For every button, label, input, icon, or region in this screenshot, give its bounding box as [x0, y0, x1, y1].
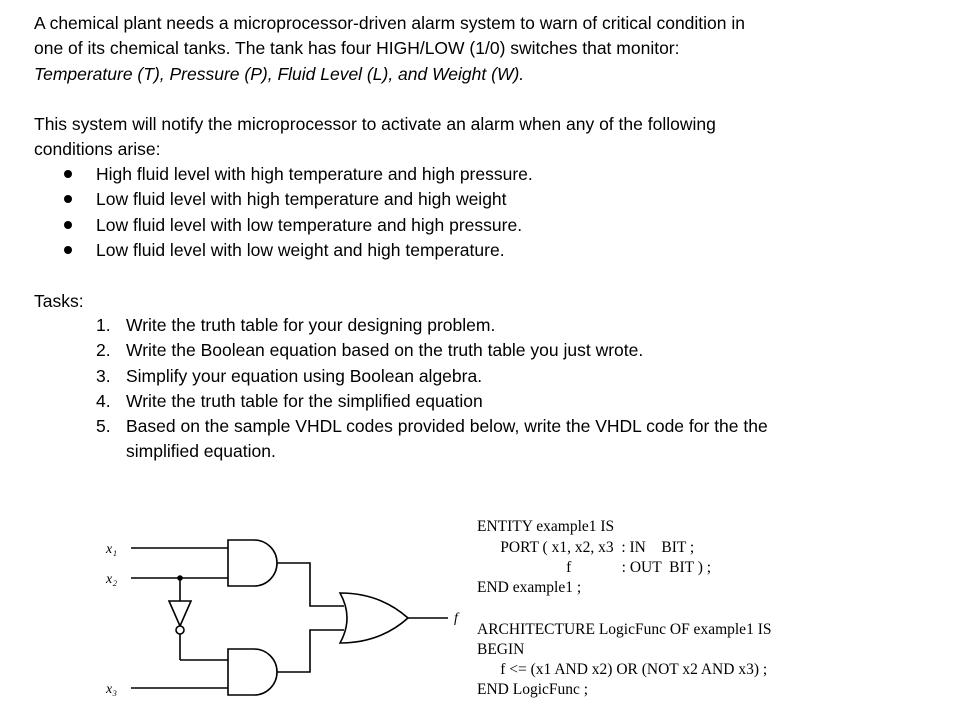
vhdl-line-1: ENTITY example1 IS [477, 518, 615, 535]
label-x3: x₃ [106, 682, 118, 697]
task-number: 5. [96, 416, 111, 437]
tasks-list [96, 313, 826, 465]
vhdl-line-8: END LogicFunc ; [477, 681, 589, 698]
vhdl-line-3: f : OUT BIT ) ; [477, 559, 712, 576]
notify-line-2: conditions arise: [34, 139, 161, 159]
condition-item [62, 162, 533, 187]
condition-text: High fluid level with high temperature and high pressure. [96, 164, 533, 184]
and-bottom-output-wire [277, 630, 344, 672]
condition-text: Low fluid level with low weight and high temperature. [96, 239, 505, 260]
condition-text: Low fluid level with low temperature and high pressure. [96, 214, 523, 235]
intro-line-2: one of its chemical tanks. The tank has four HIGH/LOW (1/0) switches that monitor: [34, 38, 680, 58]
task-number: 3. [96, 365, 111, 386]
task-item [96, 364, 826, 389]
junction-dot [177, 575, 183, 581]
and-gate-bottom [228, 649, 277, 695]
condition-item [62, 213, 533, 238]
condition-text: Low fluid level with high temperature and high weight [96, 189, 507, 210]
task-item [96, 414, 826, 465]
vhdl-line-6: BEGIN [477, 641, 525, 658]
label-x2: x₂ [106, 572, 118, 587]
label-x1: x₁ [106, 542, 118, 557]
intro-line-1: A chemical plant needs a microprocessor-driven alarm system to warn of critical condition in [34, 13, 745, 33]
task-text: Write the Boolean equation based on the truth table you just wrote. [126, 340, 644, 361]
task-number: 2. [96, 340, 111, 361]
vhdl-line-2: PORT ( x1, x2, x3 : IN BIT ; [477, 539, 695, 556]
task-text: Based on the sample VHDL codes provided below, write the VHDL code for the the simplified equation. [126, 416, 768, 462]
condition-item [62, 187, 533, 212]
label-f: f [454, 611, 458, 626]
task-text: Write the truth table for your designing problem. [126, 315, 496, 335]
vhdl-line-4: END example1 ; [477, 579, 582, 596]
or-gate [340, 593, 408, 643]
task-text: Write the truth table for the simplified equation [126, 390, 483, 411]
vhdl-line-7: f <= (x1 AND x2) OR (NOT x2 AND x3) ; [477, 661, 768, 678]
bullet-icon [64, 170, 72, 178]
bullet-icon [64, 221, 72, 229]
bullet-icon [64, 246, 72, 254]
vhdl-line-5: ARCHITECTURE LogicFunc OF example1 IS [477, 621, 772, 638]
not-bubble [176, 626, 184, 634]
condition-item [62, 238, 533, 263]
notify-line-1: This system will notify the microprocessor to activate an alarm when any of the following [34, 114, 716, 134]
task-item [96, 389, 826, 414]
logic-circuit-diagram [96, 526, 476, 706]
tasks-heading: Tasks: [34, 291, 84, 311]
not-gate [169, 601, 191, 626]
intro-line-3: Temperature (T), Pressure (P), Fluid Level (L), and Weight (W). [34, 64, 525, 84]
task-number: 4. [96, 390, 111, 411]
task-item [96, 313, 826, 338]
bullet-icon [64, 195, 72, 203]
and-top-output-wire [277, 563, 344, 606]
task-text: Simplify your equation using Boolean algebra. [126, 365, 483, 386]
conditions-list [62, 162, 533, 263]
task-item [96, 338, 826, 363]
task-number: 1. [96, 315, 111, 335]
and-gate-top [228, 540, 277, 586]
